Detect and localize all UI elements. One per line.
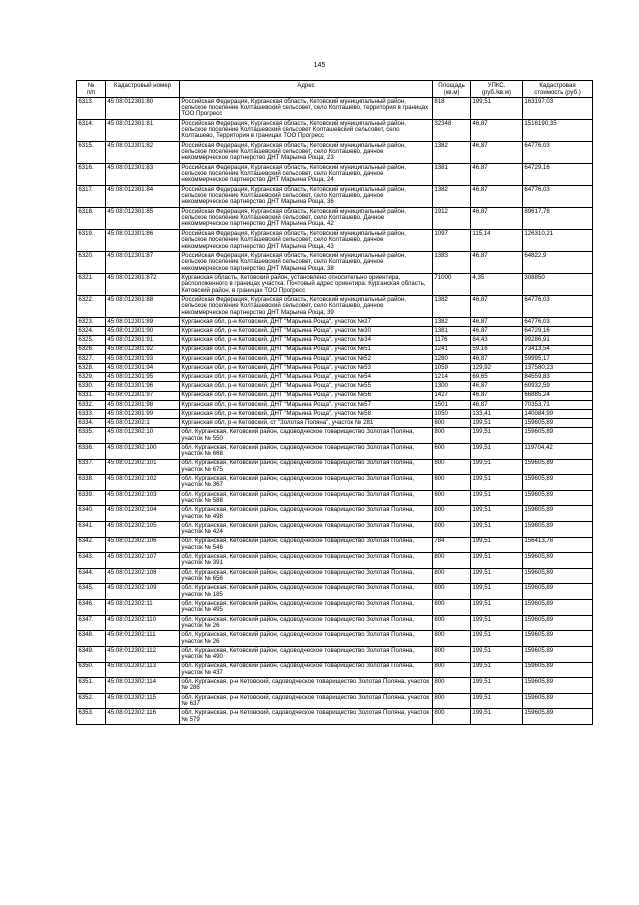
area-cell: 1427 <box>433 391 471 400</box>
upks-cell: 199,51 <box>471 97 523 119</box>
cadastral-value-cell: 64776,03 <box>523 141 593 163</box>
area-cell: 800 <box>433 646 471 662</box>
address-cell: Курганская обл, р-н Кетовский, ДНТ "Марьина Роща", участок №53 <box>180 363 433 372</box>
header-cadastral-number: Кадастровый номер <box>106 81 180 98</box>
row-number-cell: 6350. <box>77 662 106 678</box>
cadastral-value-cell: 70353,71 <box>523 400 593 409</box>
address-cell: обл. Курганская, Кетовский район, садоводческое товарищество Золотая Поляна, участок № 668 <box>180 444 433 460</box>
cadastral-number-cell: 45:08:012301:87 <box>106 251 180 273</box>
address-cell: обл. Курганская, Кетовский район, садоводческое товарищество Золотая Поляна, участок № 588 <box>180 490 433 506</box>
cadastral-value-cell: 163197,03 <box>523 97 593 119</box>
cadastral-number-cell: 45:08:012302:110 <box>106 615 180 631</box>
area-cell: 1059 <box>433 363 471 372</box>
cadastral-number-cell: 45:08:012301:88 <box>106 295 180 317</box>
address-cell: Курганская обл, р-н Кетовский, ДНТ "Марьина Роща", участок №51 <box>180 345 433 354</box>
table-row <box>77 163 593 185</box>
cadastral-number-cell: 45:08:012301:81 <box>106 119 180 141</box>
address-cell: Курганская обл, р-н Кетовский, ДНТ "Марьина Роща", участок №58 <box>180 409 433 418</box>
table-row <box>77 295 593 317</box>
area-cell: 800 <box>433 693 471 709</box>
table-row <box>77 207 593 229</box>
table-row <box>77 615 593 631</box>
cadastral-value-cell: 73413,54 <box>523 345 593 354</box>
upks-cell: 46,87 <box>471 327 523 336</box>
cadastral-value-cell: 64776,03 <box>523 295 593 317</box>
area-cell: 1381 <box>433 327 471 336</box>
cadastral-value-cell: 308850 <box>523 273 593 295</box>
upks-cell: 199,51 <box>471 444 523 460</box>
row-number-cell: 6331. <box>77 391 106 400</box>
cadastral-value-cell: 159605,89 <box>523 568 593 584</box>
cadastral-value-cell: 60932,59 <box>523 382 593 391</box>
cadastral-number-cell: 45:08:012302:1 <box>106 419 180 428</box>
row-number-cell: 6336. <box>77 444 106 460</box>
upks-cell: 129,92 <box>471 363 523 372</box>
address-cell: Российская Федерация, Курганская область, Кетовский муниципальный район, сельское поселение Колташевский сельсовет, село Колташево, дачное некоммерческое партнерство ДНТ Марьина Роща, 39 <box>180 295 433 317</box>
cadastral-number-cell: 45:08:012302:105 <box>106 522 180 538</box>
row-number-cell: 6322. <box>77 295 106 317</box>
cadastral-number-cell: 45:08:012301:93 <box>106 354 180 363</box>
cadastral-value-cell: 159605,89 <box>523 646 593 662</box>
row-number-cell: 6320. <box>77 251 106 273</box>
table-row <box>77 709 593 725</box>
address-cell: обл. Курганская, Кетовский район, садоводческое товарищество Золотая Поляна, участок № 367 <box>180 475 433 491</box>
upks-cell: 46,87 <box>471 141 523 163</box>
upks-cell: 199,51 <box>471 522 523 538</box>
cadastral-value-table <box>76 80 593 725</box>
address-cell: Курганская обл, р-н Кетовский, ст "Золотая Поляна", участок № 281 <box>180 419 433 428</box>
cadastral-number-cell: 45:08:012301:91 <box>106 336 180 345</box>
table-row <box>77 391 593 400</box>
table-row <box>77 382 593 391</box>
table-row <box>77 119 593 141</box>
area-cell: 800 <box>433 490 471 506</box>
cadastral-number-cell: 45:08:012301:85 <box>106 207 180 229</box>
upks-cell: 59,16 <box>471 345 523 354</box>
row-number-cell: 6326. <box>77 345 106 354</box>
upks-cell: 133,41 <box>471 409 523 418</box>
upks-cell: 199,51 <box>471 553 523 569</box>
table-row <box>77 428 593 444</box>
cadastral-number-cell: 45:08:012302:104 <box>106 506 180 522</box>
upks-cell: 115,14 <box>471 229 523 251</box>
upks-cell: 199,51 <box>471 693 523 709</box>
address-cell: обл. Курганская, р-н Кетовский, садоводческое товарищество Золотая Поляна, участок № 637 <box>180 693 433 709</box>
upks-cell: 199,51 <box>471 506 523 522</box>
address-cell: Российская Федерация, Курганская область, Кетовский муниципальный район, сельское поселение Колташевский сельсовет, село Колташево, дачное некоммерческое партнерство ДНТ Марьина Роща, 38 <box>180 251 433 273</box>
address-cell: Курганская обл, р-н Кетовский, ДНТ "Марьина Роща", участок №54 <box>180 373 433 382</box>
area-cell: 800 <box>433 475 471 491</box>
upks-cell: 199,51 <box>471 600 523 616</box>
row-number-cell: 6314. <box>77 119 106 141</box>
table-body <box>77 97 593 724</box>
cadastral-value-cell: 159605,89 <box>523 600 593 616</box>
cadastral-value-cell: 84559,83 <box>523 373 593 382</box>
table-row <box>77 678 593 694</box>
row-number-cell: 6347. <box>77 615 106 631</box>
upks-cell: 199,51 <box>471 709 523 725</box>
cadastral-number-cell: 45:08:012301:80 <box>106 97 180 119</box>
address-cell: Российская Федерация, Курганская область, Кетовский муниципальный район, сельское поселение Колташевский сельсовет, село Колташево, дачное некоммерческое партнерство ДНТ Марьина Роща, 43 <box>180 229 433 251</box>
table-row <box>77 400 593 409</box>
row-number-cell: 6328. <box>77 363 106 372</box>
area-cell: 800 <box>433 553 471 569</box>
row-number-cell: 6329. <box>77 373 106 382</box>
cadastral-value-cell: 159605,89 <box>523 631 593 647</box>
area-cell: 32348 <box>433 119 471 141</box>
row-number-cell: 6330. <box>77 382 106 391</box>
table-row <box>77 336 593 345</box>
address-cell: обл. Курганская, Кетовский район, садоводческое товарищество Золотая Поляна, участок № 437 <box>180 662 433 678</box>
header-row-number: № п/п <box>77 81 106 98</box>
address-cell: Курганская обл, р-н Кетовский, ДНТ "Марьина Роща", участок №57 <box>180 400 433 409</box>
table-row <box>77 141 593 163</box>
address-cell: обл. Курганская, Кетовский район, садоводческое товарищество Золотая Поляна, участок № 424 <box>180 522 433 538</box>
cadastral-number-cell: 45:08:012302:109 <box>106 584 180 600</box>
address-cell: Курганская обл, р-н Кетовский, ДНТ "Марьина Роща", участок №27 <box>180 317 433 326</box>
upks-cell: 199,51 <box>471 459 523 475</box>
cadastral-value-cell: 159605,89 <box>523 522 593 538</box>
upks-cell: 199,51 <box>471 662 523 678</box>
cadastral-number-cell: 45:08:012301:90 <box>106 327 180 336</box>
cadastral-value-cell: 159605,89 <box>523 475 593 491</box>
address-cell: Курганская область, Кетовский район, установлено относительно ориентира, расположенного в границах участка. Почтовый адрес ориентира: Курганская область, Кетовский район, в границах ТОО Прогресс <box>180 273 433 295</box>
address-cell: Российская Федерация, Курганская область, Кетовский муниципальный район, сельское поселение Колташевский сельсовет, село Колташево, Дачное некоммерческое партнерство ДНТ Марьина Роща, 42 <box>180 207 433 229</box>
table-row <box>77 327 593 336</box>
address-cell: обл. Курганская, Кетовский район, садоводческое товарищество Золотая Поляна, участок № 391 <box>180 553 433 569</box>
row-number-cell: 6338. <box>77 475 106 491</box>
row-number-cell: 6351. <box>77 678 106 694</box>
header-address: Адрес <box>180 81 433 98</box>
table-row <box>77 409 593 418</box>
row-number-cell: 6349. <box>77 646 106 662</box>
cadastral-value-cell: 64776,03 <box>523 185 593 207</box>
cadastral-value-cell: 59995,17 <box>523 354 593 363</box>
area-cell: 1382 <box>433 185 471 207</box>
area-cell: 1501 <box>433 400 471 409</box>
area-cell: 800 <box>433 419 471 428</box>
upks-cell: 69,65 <box>471 373 523 382</box>
upks-cell: 199,51 <box>471 646 523 662</box>
table-row <box>77 251 593 273</box>
cadastral-value-cell: 64822,9 <box>523 251 593 273</box>
cadastral-value-cell: 140084,99 <box>523 409 593 418</box>
area-cell: 1382 <box>433 317 471 326</box>
area-cell: 71000 <box>433 273 471 295</box>
row-number-cell: 6334. <box>77 419 106 428</box>
area-cell: 800 <box>433 584 471 600</box>
upks-cell: 199,51 <box>471 615 523 631</box>
address-cell: обл. Курганская, Кетовский район, садоводческое товарищество Золотая Поляна, участок № 26 <box>180 615 433 631</box>
address-cell: обл. Курганская, Кетовский район, садоводческое товарищество Золотая Поляна, участок № 26 <box>180 631 433 647</box>
cadastral-value-cell: 1516190,35 <box>523 119 593 141</box>
address-cell: Российская Федерация, Курганская область, Кетовский муниципальный район, сельское поселение Колташевский сельсовет Колташевский сельсовет, село Колташево, Территория в границах ТОО Прогресс <box>180 119 433 141</box>
table-row <box>77 490 593 506</box>
area-cell: 1382 <box>433 141 471 163</box>
area-cell: 800 <box>433 522 471 538</box>
cadastral-value-cell: 159605,89 <box>523 662 593 678</box>
row-number-cell: 6344. <box>77 568 106 584</box>
address-cell: обл. Курганская, Кетовский район, садоводческое товарищество Золотая Поляна, участок № 495 <box>180 600 433 616</box>
table-row <box>77 354 593 363</box>
upks-cell: 46,87 <box>471 391 523 400</box>
row-number-cell: 6353. <box>77 709 106 725</box>
area-cell: 1280 <box>433 354 471 363</box>
address-cell: обл. Курганская, Кетовский район, садоводческое товарищество Золотая Поляна, участок № 550 <box>180 428 433 444</box>
address-cell: Российская Федерация, Курганская область, Кетовский муниципальный район, сельское поселение Колташевский сельсовет, село Колташево, дачное некоммерческое партнерство ДНТ Марьина Роща, 36 <box>180 185 433 207</box>
cadastral-value-cell: 89617,78 <box>523 207 593 229</box>
cadastral-value-cell: 66885,24 <box>523 391 593 400</box>
table-row <box>77 229 593 251</box>
upks-cell: 199,51 <box>471 631 523 647</box>
upks-cell: 84,43 <box>471 336 523 345</box>
cadastral-value-cell: 159605,89 <box>523 709 593 725</box>
row-number-cell: 6313. <box>77 97 106 119</box>
table-row <box>77 97 593 119</box>
table-row <box>77 631 593 647</box>
table-row <box>77 419 593 428</box>
address-cell: обл. Курганская, Кетовский район, садоводческое товарищество Золотая Поляна, участок № 546 <box>180 537 433 553</box>
area-cell: 1381 <box>433 163 471 185</box>
row-number-cell: 6339. <box>77 490 106 506</box>
table-row <box>77 506 593 522</box>
cadastral-number-cell: 45:08:012301:99 <box>106 409 180 418</box>
upks-cell: 46,87 <box>471 400 523 409</box>
area-cell: 800 <box>433 600 471 616</box>
cadastral-number-cell: 45:08:012302:101 <box>106 459 180 475</box>
table-row <box>77 185 593 207</box>
cadastral-number-cell: 45:08:012301:872 <box>106 273 180 295</box>
row-number-cell: 6343. <box>77 553 106 569</box>
cadastral-value-cell: 159605,89 <box>523 459 593 475</box>
page-number: 145 <box>313 62 326 69</box>
table-row <box>77 363 593 372</box>
cadastral-value-cell: 159605,89 <box>523 693 593 709</box>
area-cell: 1912 <box>433 207 471 229</box>
cadastral-value-cell: 156413,78 <box>523 537 593 553</box>
upks-cell: 199,51 <box>471 537 523 553</box>
cadastral-number-cell: 45:08:012302:10 <box>106 428 180 444</box>
cadastral-value-cell: 159605,89 <box>523 553 593 569</box>
area-cell: 1300 <box>433 382 471 391</box>
cadastral-value-cell: 119704,42 <box>523 444 593 460</box>
cadastral-number-cell: 45:08:012302:112 <box>106 646 180 662</box>
table-row <box>77 522 593 538</box>
upks-cell: 199,51 <box>471 475 523 491</box>
address-cell: обл. Курганская, Кетовский район, садоводческое товарищество Золотая Поляна, участок № 675 <box>180 459 433 475</box>
address-cell: обл. Курганская, Кетовский район, садоводческое товарищество Золотая Поляна, участок № 490 <box>180 646 433 662</box>
upks-cell: 46,87 <box>471 295 523 317</box>
row-number-cell: 6315. <box>77 141 106 163</box>
address-cell: Российская Федерация, Курганская область, Кетовский муниципальный район, сельское поселение Колташевский сельсовет, село Колташево, территория в границах ТОО Прогресс <box>180 97 433 119</box>
cadastral-number-cell: 45:08:012301:92 <box>106 345 180 354</box>
area-cell: 800 <box>433 615 471 631</box>
row-number-cell: 6346. <box>77 600 106 616</box>
area-cell: 1176 <box>433 336 471 345</box>
area-cell: 800 <box>433 709 471 725</box>
table-row <box>77 459 593 475</box>
upks-cell: 199,51 <box>471 584 523 600</box>
table-row <box>77 345 593 354</box>
cadastral-value-cell: 159605,89 <box>523 615 593 631</box>
area-cell: 800 <box>433 631 471 647</box>
area-cell: 1383 <box>433 251 471 273</box>
table-row <box>77 475 593 491</box>
area-cell: 1050 <box>433 409 471 418</box>
address-cell: обл. Курганская, р-н Кетовский, садоводческое товарищество Золотая Поляна, участок № 286 <box>180 678 433 694</box>
table-row <box>77 646 593 662</box>
row-number-cell: 6333. <box>77 409 106 418</box>
address-cell: обл. Курганская, Кетовский район, садоводческое товарищество Золотая Поляна, участок № 656 <box>180 568 433 584</box>
cadastral-number-cell: 45:08:012301:98 <box>106 400 180 409</box>
cadastral-number-cell: 45:08:012301:83 <box>106 163 180 185</box>
cadastral-number-cell: 45:08:012302:116 <box>106 709 180 725</box>
table-row <box>77 553 593 569</box>
cadastral-value-cell: 159605,89 <box>523 678 593 694</box>
upks-cell: 199,51 <box>471 490 523 506</box>
cadastral-number-cell: 45:08:012302:11 <box>106 600 180 616</box>
cadastral-number-cell: 45:08:012302:115 <box>106 693 180 709</box>
header-upks: УПКС. (руб./кв.м) <box>471 81 523 98</box>
table-row <box>77 693 593 709</box>
area-cell: 800 <box>433 568 471 584</box>
cadastral-value-cell: 99286,91 <box>523 336 593 345</box>
cadastral-number-cell: 45:08:012301:82 <box>106 141 180 163</box>
cadastral-value-cell: 126310,21 <box>523 229 593 251</box>
cadastral-number-cell: 45:08:012302:114 <box>106 678 180 694</box>
table-row <box>77 662 593 678</box>
area-cell: 1097 <box>433 229 471 251</box>
address-cell: обл. Курганская, р-н Кетовский, садоводческое товарищество Золотая Поляна, участок № 579 <box>180 709 433 725</box>
cadastral-value-cell: 159605,89 <box>523 506 593 522</box>
cadastral-number-cell: 45:08:012301:84 <box>106 185 180 207</box>
table-row <box>77 273 593 295</box>
cadastral-number-cell: 45:08:012302:113 <box>106 662 180 678</box>
area-cell: 800 <box>433 428 471 444</box>
table-row <box>77 584 593 600</box>
table-row <box>77 537 593 553</box>
upks-cell: 199,51 <box>471 419 523 428</box>
row-number-cell: 6318. <box>77 207 106 229</box>
header-area: Площадь (кв.м) <box>433 81 471 98</box>
cadastral-number-cell: 45:08:012302:107 <box>106 553 180 569</box>
cadastral-value-cell: 64776,03 <box>523 317 593 326</box>
upks-cell: 4,35 <box>471 273 523 295</box>
table-row <box>77 373 593 382</box>
upks-cell: 46,87 <box>471 354 523 363</box>
area-cell: 800 <box>433 459 471 475</box>
table-row <box>77 444 593 460</box>
cadastral-value-cell: 159605,89 <box>523 584 593 600</box>
table-row <box>77 568 593 584</box>
cadastral-number-cell: 45:08:012301:96 <box>106 382 180 391</box>
row-number-cell: 6323. <box>77 317 106 326</box>
cadastral-number-cell: 45:08:012301:86 <box>106 229 180 251</box>
area-cell: 1241 <box>433 345 471 354</box>
area-cell: 1214 <box>433 373 471 382</box>
upks-cell: 46,87 <box>471 382 523 391</box>
row-number-cell: 6342. <box>77 537 106 553</box>
cadastral-value-cell: 159605,89 <box>523 419 593 428</box>
cadastral-value-cell: 137580,23 <box>523 363 593 372</box>
row-number-cell: 6341. <box>77 522 106 538</box>
upks-cell: 46,87 <box>471 207 523 229</box>
upks-cell: 46,87 <box>471 251 523 273</box>
cadastral-value-cell: 64729,16 <box>523 327 593 336</box>
row-number-cell: 6332. <box>77 400 106 409</box>
cadastral-value-cell: 159605,89 <box>523 490 593 506</box>
upks-cell: 46,87 <box>471 185 523 207</box>
header-cadastral-value: Кадастровая стоимость (руб.) <box>523 81 593 98</box>
table-row <box>77 317 593 326</box>
area-cell: 600 <box>433 444 471 460</box>
area-cell: 800 <box>433 678 471 694</box>
row-number-cell: 6327. <box>77 354 106 363</box>
row-number-cell: 6324. <box>77 327 106 336</box>
cadastral-number-cell: 45:08:012301:94 <box>106 363 180 372</box>
cadastral-number-cell: 45:08:012301:89 <box>106 317 180 326</box>
row-number-cell: 6348. <box>77 631 106 647</box>
address-cell: Курганская обл, р-н Кетовский, ДНТ "Марьина Роща", участок №55 <box>180 382 433 391</box>
cadastral-number-cell: 45:08:012302:111 <box>106 631 180 647</box>
cadastral-number-cell: 45:08:012301:97 <box>106 391 180 400</box>
area-cell: 800 <box>433 506 471 522</box>
row-number-cell: 6345. <box>77 584 106 600</box>
cadastral-number-cell: 45:08:012302:108 <box>106 568 180 584</box>
address-cell: Курганская обл, р-н Кетовский, ДНТ "Марьина Роща", участок №52 <box>180 354 433 363</box>
cadastral-number-cell: 45:08:012302:106 <box>106 537 180 553</box>
cadastral-number-cell: 45:08:012302:102 <box>106 475 180 491</box>
row-number-cell: 6335. <box>77 428 106 444</box>
area-cell: 1382 <box>433 295 471 317</box>
cadastral-value-cell: 159605,89 <box>523 428 593 444</box>
table-row <box>77 600 593 616</box>
row-number-cell: 6316. <box>77 163 106 185</box>
area-cell: 800 <box>433 662 471 678</box>
area-cell: 784 <box>433 537 471 553</box>
upks-cell: 199,51 <box>471 568 523 584</box>
upks-cell: 199,51 <box>471 678 523 694</box>
cadastral-number-cell: 45:08:012301:95 <box>106 373 180 382</box>
upks-cell: 46,87 <box>471 119 523 141</box>
upks-cell: 46,87 <box>471 163 523 185</box>
table-header-row <box>77 81 593 98</box>
row-number-cell: 6352. <box>77 693 106 709</box>
row-number-cell: 6317. <box>77 185 106 207</box>
address-cell: Российская Федерация, Курганская область, Кетовский муниципальный район, сельское поселение Колташевский сельсовет, село Колташево, дачное некоммерческое партнерство ДНТ Марьина Роща, 24 <box>180 163 433 185</box>
cadastral-value-cell: 64729,16 <box>523 163 593 185</box>
cadastral-number-cell: 45:08:012302:103 <box>106 490 180 506</box>
row-number-cell: 6337. <box>77 459 106 475</box>
upks-cell: 46,87 <box>471 317 523 326</box>
address-cell: Российская Федерация, Курганская область, Кетовский муниципальный район, сельское поселение Колташевский сельсовет, село Колташево, дачное некоммерческое партнерство ДНТ Марьина Роща, 23 <box>180 141 433 163</box>
row-number-cell: 6319. <box>77 229 106 251</box>
area-cell: 818 <box>433 97 471 119</box>
upks-cell: 199,51 <box>471 428 523 444</box>
address-cell: Курганская обл, р-н Кетовский, ДНТ "Марьина Роща", участок №30 <box>180 327 433 336</box>
address-cell: Курганская обл, р-н Кетовский, ДНТ "Марьина Роща", участок №56 <box>180 391 433 400</box>
address-cell: обл. Курганская, Кетовский район, садоводческое товарищество Золотая Поляна, участок № 185 <box>180 584 433 600</box>
cadastral-number-cell: 45:08:012302:100 <box>106 444 180 460</box>
address-cell: обл. Курганская, Кетовский район, садоводческое товарищество Золотая Поляна, участок № 498 <box>180 506 433 522</box>
address-cell: Курганская обл, р-н Кетовский, ДНТ "Марьина Роща", участок №34 <box>180 336 433 345</box>
row-number-cell: 6340. <box>77 506 106 522</box>
row-number-cell: 6325. <box>77 336 106 345</box>
row-number-cell: 6321. <box>77 273 106 295</box>
